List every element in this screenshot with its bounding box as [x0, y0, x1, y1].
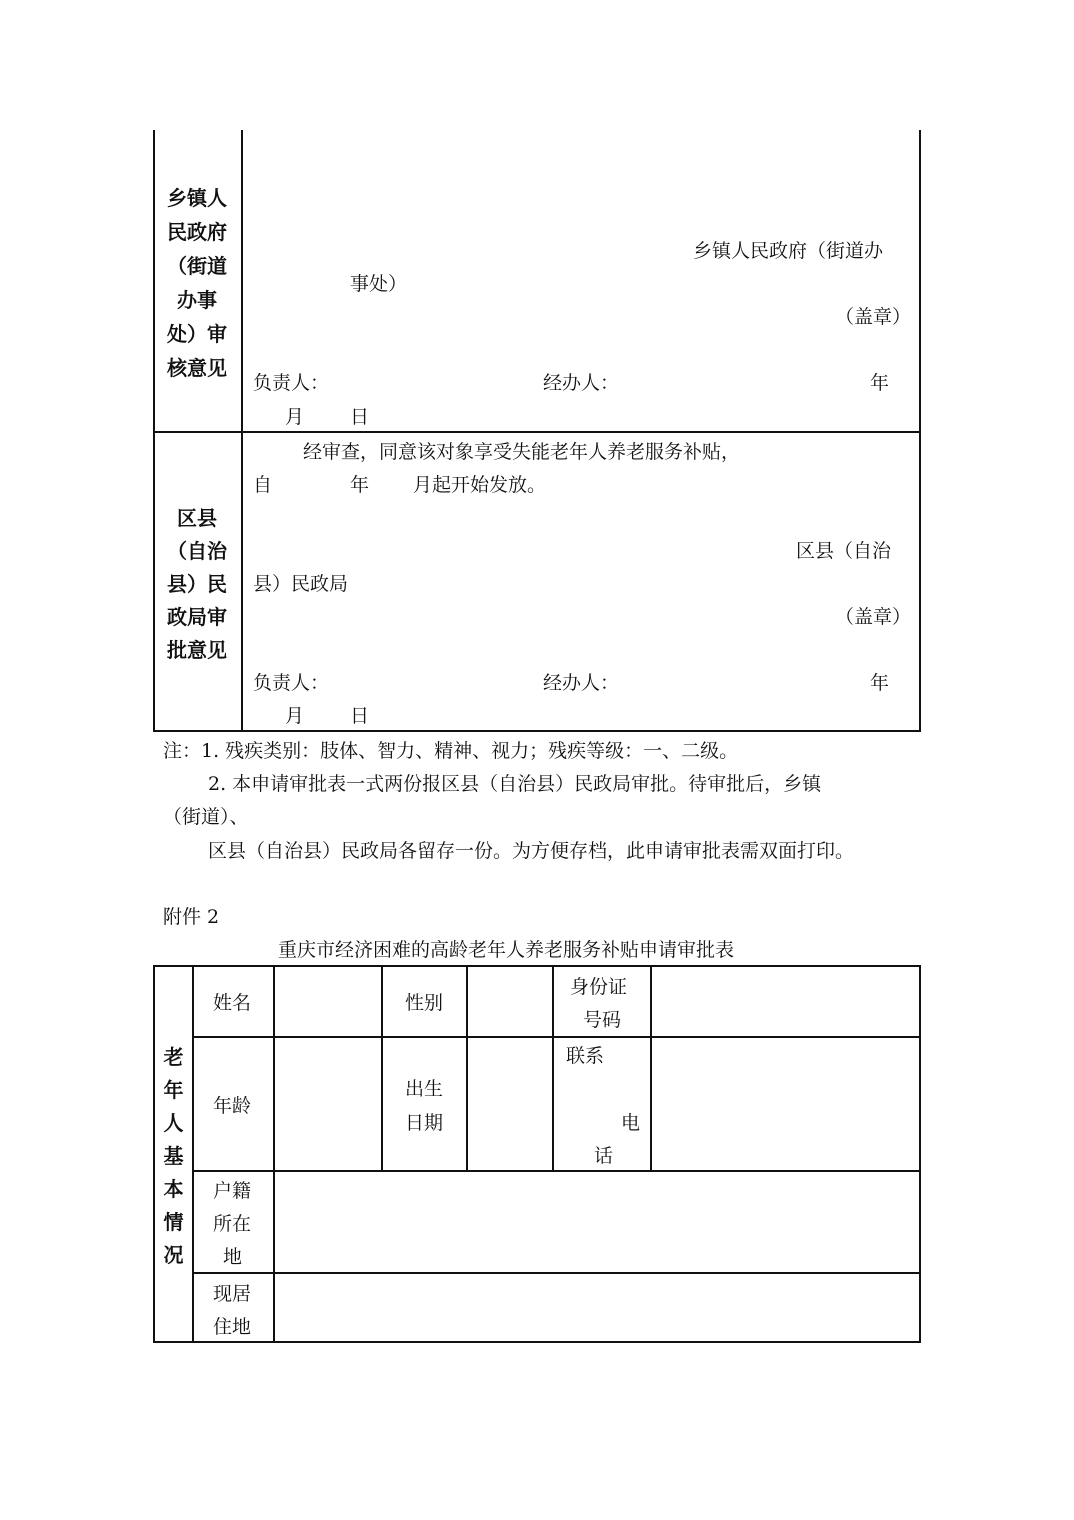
- id-number-label-line2: 号码: [583, 1009, 622, 1031]
- township-responsible: 负责人：: [253, 372, 330, 394]
- district-statement: 经审查，同意该对象享受失能老年人养老服务补贴，: [303, 441, 741, 463]
- district-org-line2: 县）民政局: [253, 573, 349, 595]
- table2-right-border: [919, 965, 921, 1343]
- district-from: 自: [253, 474, 273, 496]
- id-number-label-line1: 身份证: [570, 976, 628, 998]
- township-seal: （盖章）: [835, 306, 912, 328]
- table2-top-border: [153, 965, 921, 967]
- note-line3: （街道）、: [163, 806, 249, 828]
- household-label-line3: 地: [223, 1246, 243, 1268]
- township-org-line2: 事处）: [350, 273, 408, 295]
- district-from-month: 月起开始发放。: [413, 474, 547, 496]
- township-handler: 经办人：: [543, 372, 620, 394]
- birth-date-label-line2: 日期: [405, 1112, 444, 1134]
- attachment-label: 附件 2: [163, 906, 220, 928]
- phone-label-line2: 电: [621, 1112, 641, 1134]
- district-from-year: 年: [350, 474, 370, 496]
- table2-label-divider: [192, 965, 194, 1343]
- table2-left-border: [153, 965, 155, 1343]
- district-handler: 经办人：: [543, 672, 620, 694]
- district-approval-label: 区县 （自治 县）民 政局审 批意见: [167, 506, 227, 662]
- household-label-line1: 户籍: [213, 1180, 252, 1202]
- table2-col3-divider: [381, 965, 383, 1171]
- name-label: 姓名: [213, 992, 252, 1014]
- township-day: 日: [350, 406, 370, 428]
- table2-row3-divider: [192, 1272, 921, 1274]
- table1-bottom-border: [153, 730, 921, 732]
- household-label-line2: 所在: [213, 1213, 252, 1235]
- form-title: 重庆市经济困难的高龄老年人养老服务补贴申请审批表: [278, 939, 735, 961]
- table1-row-divider: [153, 431, 921, 433]
- residence-label-line2: 住地: [213, 1316, 252, 1338]
- township-year: 年: [870, 372, 890, 394]
- note-line2: 2. 本申请审批表一式两份报区县（自治县）民政局审批。待审批后，乡镇: [208, 773, 822, 795]
- gender-label: 性别: [405, 992, 444, 1014]
- district-seal: （盖章）: [835, 606, 912, 628]
- residence-label-line1: 现居: [213, 1283, 252, 1305]
- birth-date-label-line1: 出生: [405, 1078, 444, 1100]
- table2-col4-divider: [466, 965, 468, 1171]
- table2-col2-divider: [273, 965, 275, 1343]
- township-review-label: 乡镇人 民政府 （街道 办事 处）审 核意见: [167, 186, 227, 380]
- table2-col6-divider: [650, 965, 652, 1171]
- township-month: 月: [285, 406, 305, 428]
- district-day: 日: [350, 705, 370, 727]
- table2-row2-divider: [192, 1170, 921, 1172]
- table2-col5-divider: [552, 965, 554, 1171]
- district-month: 月: [285, 705, 305, 727]
- table2-bottom-border: [153, 1341, 921, 1343]
- township-org-line1: 乡镇人民政府（街道办: [693, 240, 884, 262]
- phone-label-line3: 话: [594, 1145, 614, 1167]
- district-responsible: 负责人：: [253, 672, 330, 694]
- elder-basic-info-label: 老 年 人 基 本 情 况: [163, 1045, 184, 1267]
- district-org-line1: 区县（自治: [796, 540, 892, 562]
- note-line4: 区县（自治县）民政局各留存一份。为方便存档，此申请审批表需双面打印。: [208, 840, 855, 862]
- age-label: 年龄: [213, 1095, 252, 1117]
- table2-row1-divider: [192, 1036, 921, 1038]
- note-line1: 注：1. 残疾类别：肢体、智力、精神、视力；残疾等级：一、二级。: [163, 740, 739, 762]
- district-year: 年: [870, 672, 890, 694]
- phone-label-line1: 联系: [566, 1045, 605, 1067]
